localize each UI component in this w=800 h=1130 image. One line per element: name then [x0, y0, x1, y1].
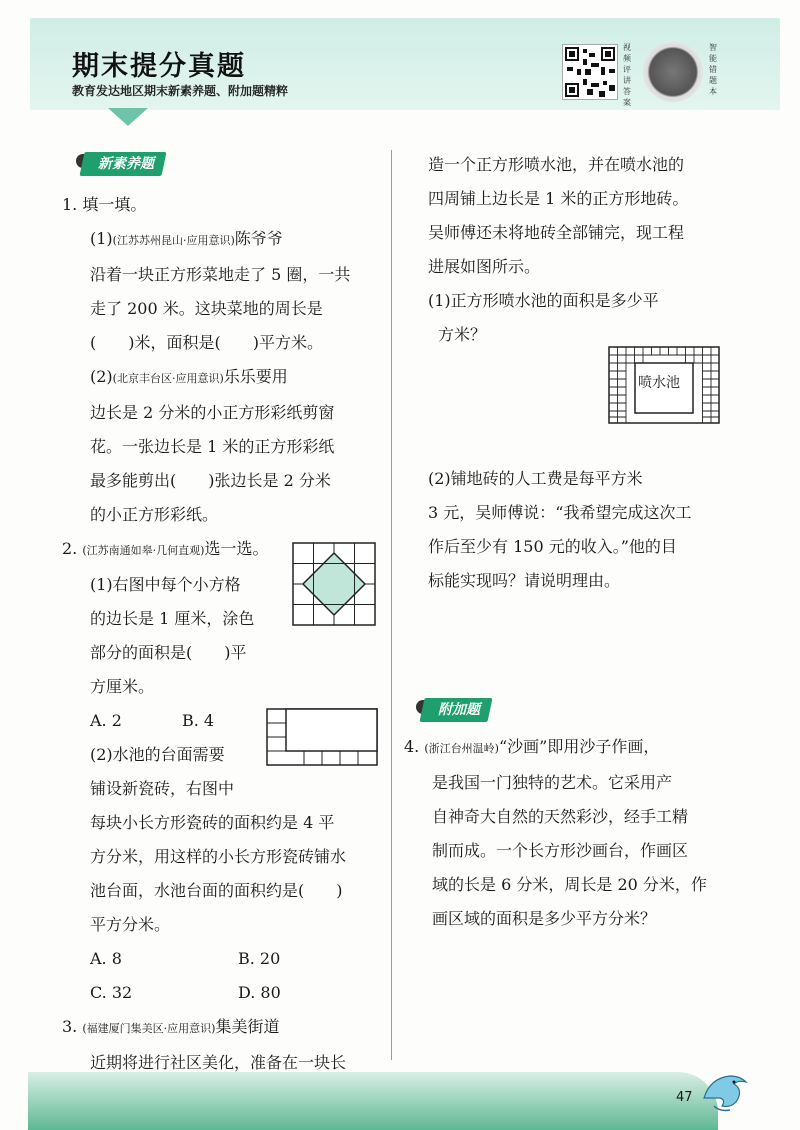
option-c[interactable]: C. 32: [90, 983, 133, 1002]
question-1-title: 1. 填一填。: [62, 195, 147, 214]
option-b[interactable]: B. 20: [238, 949, 281, 968]
option-a[interactable]: A. 8: [90, 949, 122, 968]
question-2-part-1: (1)右图中每个小方格 的边长是 1 厘米，涂色 部分的面积是( )平 方厘米。: [90, 575, 255, 696]
question-3-part-1: (1)正方形喷水池的面积是多少平 方米？: [428, 291, 659, 344]
app-badge-icon[interactable]: [643, 42, 703, 102]
dolphin-mascot-icon: [700, 1068, 748, 1112]
question-3-intro: 3. (福建厦门集美区·应用意识)集美街道 近期将进行社区美化，准备在一块长: [62, 1017, 347, 1072]
section-tag-new-literacy: [79, 152, 166, 176]
page-subtitle: 教育发达地区期末新素养题、附加题精粹: [72, 84, 289, 98]
badge-caption: 智能错题本: [709, 43, 717, 96]
left-column: [62, 188, 382, 1114]
question-2-part-2-options: [62, 942, 382, 1010]
page-title: 期末提分真题: [72, 51, 246, 82]
option-b[interactable]: B. 4: [182, 711, 215, 730]
right-column-question-3: [428, 148, 738, 352]
header-pointer-decoration: [108, 108, 148, 126]
section-tag-bonus: [419, 698, 492, 722]
page-number: 47: [676, 1090, 693, 1105]
question-2-part-2: (2)水池的台面需要 铺设新瓷砖，右图中 每块小长方形瓷砖的面积约是 4 平 方分米，用这样的小长方形瓷砖铺水 池台面，水池台面的面积约是( ) 平方分米。: [90, 745, 347, 934]
section-tag-label: 新素养题: [98, 156, 154, 172]
qr-caption: 视频评讲答案: [623, 43, 631, 107]
question-1-part-2: (2)(北京丰台区·应用意识)乐乐要用 边长是 2 分米的小正方形彩纸剪窗 花。一张边长是 1 米的正方形彩纸 最多能剪出( )张边长是 2 分米 的小正方形彩纸。: [90, 367, 335, 524]
section-tag-label: 附加题: [438, 702, 480, 718]
grid-diamond-figure: [292, 542, 376, 626]
option-a[interactable]: A. 2: [90, 711, 122, 730]
fountain-label: 喷水池: [638, 375, 680, 391]
question-4: 4. (浙江台州温岭)“沙画”即用沙子作画， 是我国一门独特的艺术。它采用产 自神奇大自然的天然彩沙，经手工精 制而成。一个长方形沙画台，作画区 域的长是 6 分米，周长是 20 分米，作 画区域的面积是多少平方分米？: [404, 737, 707, 928]
pool-tile-figure: [266, 708, 378, 766]
column-divider: [391, 150, 392, 1060]
question-2-title: 2. (江苏南通如皋·几何直观)选一选。: [62, 539, 269, 558]
question-1-part-1: (1)(江苏苏州昆山·应用意识)陈爷爷 沿着一块正方形菜地走了 5 圈，一共 走了 200 米。这块菜地的周长是 ( )米，面积是( )平方米。: [90, 229, 351, 352]
qr-code-icon[interactable]: [562, 44, 618, 100]
footer-wave-decoration: [28, 1072, 718, 1130]
option-d[interactable]: D. 80: [238, 983, 281, 1002]
question-3-continued: 造一个正方形喷水池，并在喷水池的 四周铺上边长是 1 米的正方形地砖。 吴师傅还未将地砖全部铺完，现工程 进展如图所示。: [428, 155, 689, 276]
question-3-part-2: (2)铺地砖的人工费是每平方米 3 元，吴师傅说：“我希望完成这次工 作后至少有 150 元的收入。”他的目 标能实现吗？请说明理由。: [428, 469, 692, 590]
